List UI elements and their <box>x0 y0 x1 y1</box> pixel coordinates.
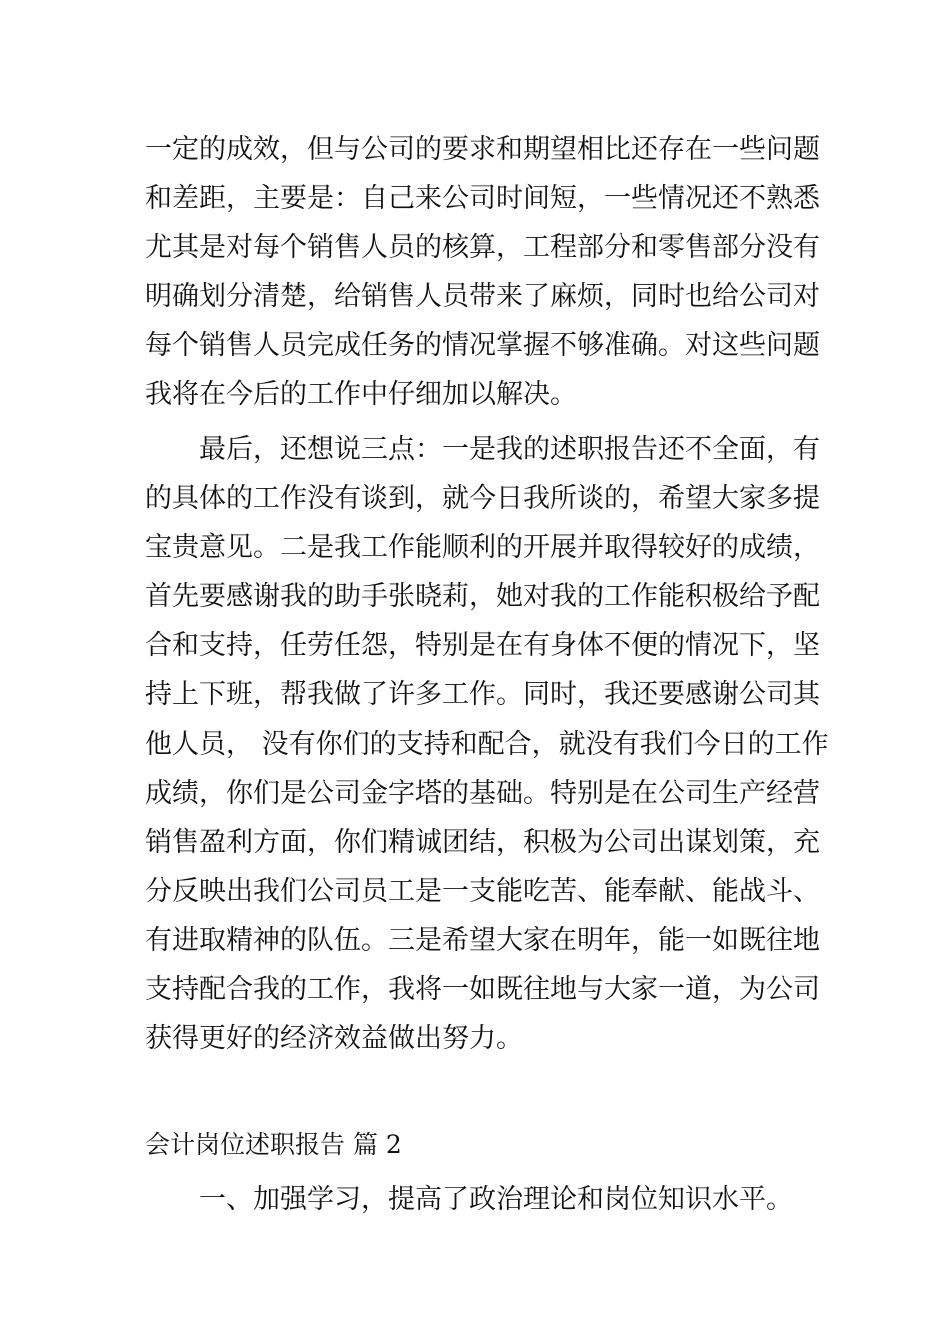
text-line: 持上下班，帮我做了许多工作。同时，我还要感谢公司其 <box>145 679 820 710</box>
text-line-indented: 最后，还想说三点：一是我的述职报告还不全面，有 <box>199 434 820 465</box>
text-line: 他人员， 没有你们的支持和配合，就没有我们今日的工作 <box>145 729 829 760</box>
section-heading: 会计岗位述职报告 篇 2 <box>145 1130 402 1159</box>
text-line: 的具体的工作没有谈到，就今日我所谈的，希望大家多提 <box>145 483 820 514</box>
text-line: 销售盈利方面，你们精诚团结，积极为公司出谋划策，充 <box>145 827 820 858</box>
text-line: 支持配合我的工作，我将一如既往地与大家一道，为公司 <box>145 974 820 1005</box>
text-line: 每个销售人员完成任务的情况掌握不够准确。对这些问题 <box>145 330 820 361</box>
text-line: 和差距，主要是：自己来公司时间短，一些情况还不熟悉 <box>145 183 820 214</box>
text-line: 宝贵意见。二是我工作能顺利的开展并取得较好的成绩， <box>145 532 820 563</box>
text-line: 我将在今后的工作中仔细加以解决。 <box>145 379 577 410</box>
text-line: 分反映出我们公司员工是一支能吃苦、能奉献、能战斗、 <box>145 876 820 907</box>
text-line: 有进取精神的队伍。三是希望大家在明年，能一如既往地 <box>145 925 820 956</box>
section-item: 一、加强学习，提高了政治理论和岗位知识水平。 <box>199 1184 793 1215</box>
text-line: 明确划分清楚，给销售人员带来了麻烦，同时也给公司对 <box>145 281 820 312</box>
text-line: 成绩，你们是公司金字塔的基础。特别是在公司生产经营 <box>145 778 820 809</box>
text-line: 获得更好的经济效益做出努力。 <box>145 1023 523 1054</box>
text-line: 合和支持，任劳任怨，特别是在有身体不便的情况下，坚 <box>145 630 820 661</box>
text-line: 首先要感谢我的助手张晓莉，她对我的工作能积极给予配 <box>145 581 820 612</box>
text-line: 一定的成效，但与公司的要求和期望相比还存在一些问题 <box>145 134 820 165</box>
text-line: 尤其是对每个销售人员的核算，工程部分和零售部分没有 <box>145 232 820 263</box>
